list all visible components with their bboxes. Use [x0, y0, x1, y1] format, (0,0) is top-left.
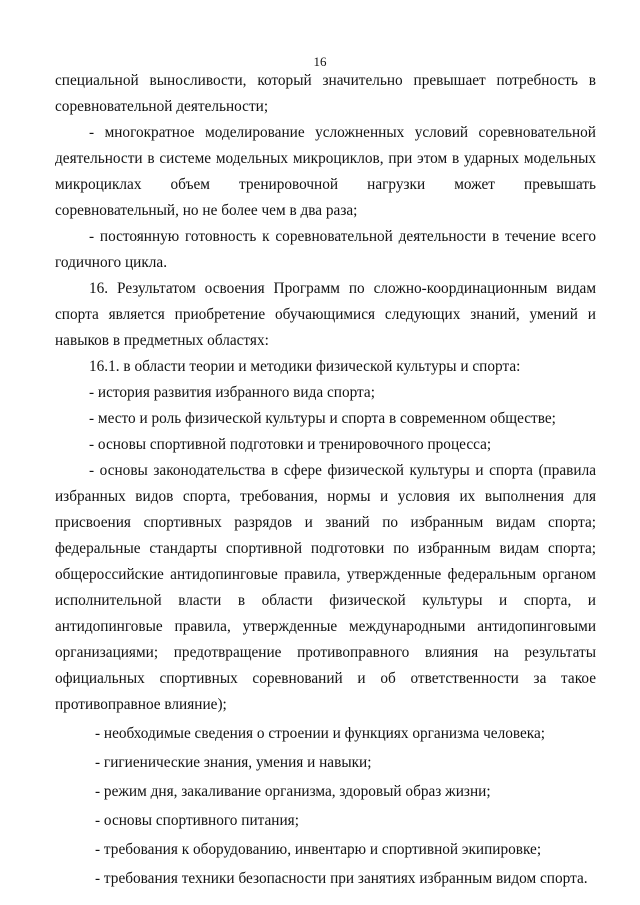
list-item-safety: - требования техники безопасности при занятиях избранным видом спорта. — [95, 870, 588, 887]
list-item-history: - история развития избранного вида спорта; — [89, 384, 375, 401]
list-item-role: - место и роль физической культуры и спорта в современном обществе; — [89, 410, 556, 427]
document-body — [55, 68, 596, 892]
page-number: 16 — [313, 54, 327, 69]
list-item-daily-regime: - режим дня, закаливание организма, здоровый образ жизни; — [95, 783, 491, 800]
paragraph-continuation: специальной выносливости, который значительно превышает потребность в соревновательной деятельности; — [55, 72, 596, 115]
list-item-equipment: - требования к оборудованию, инвентарю и спортивной экипировке; — [95, 841, 542, 858]
list-item-nutrition: - основы спортивного питания; — [95, 812, 299, 829]
list-item-training-basics: - основы спортивной подготовки и тренировочного процесса; — [89, 436, 492, 453]
list-item-modeling: - многократное моделирование усложненных условий соревновательной деятельности в системе модельных микроциклов, при этом в ударных модельных микроциклах объем тренировочной нагрузки может превышать соревновательный, но не более чем в два раза; — [55, 124, 596, 219]
list-item-legislation: - основы законодательства в сфере физической культуры и спорта (правила избранных видов спорта, требования, нормы и условия их выполнения для присвоения спортивных разрядов и званий по избранным видам спорта; федеральные стандарты спортивной подготовки по избранным видам спорта; общероссийские антидопинговые правила, утвержденные федеральным органом исполнительной власти в области физической культуры и спорта, и антидопинговые правила, утвержденные международными антидопинговыми организациями; предотвращение противоправного влияния на результаты официальных спортивных соревнований и об ответственности за такое противоправное влияние); — [55, 462, 596, 713]
list-item-anatomy: - необходимые сведения о строении и функциях организма человека; — [95, 725, 546, 742]
list-item-readiness: - постоянную готовность к соревновательной деятельности в течение всего годичного цикла. — [55, 228, 596, 271]
paragraph-16: 16. Результатом освоения Программ по сложно-координационным видам спорта является приобретение обучающимися следующих знаний, умений и навыков в предметных областях: — [55, 280, 596, 349]
list-item-hygiene: - гигиенические знания, умения и навыки; — [95, 754, 372, 771]
subsection-16-1: 16.1. в области теории и методики физической культуры и спорта: — [89, 358, 521, 375]
